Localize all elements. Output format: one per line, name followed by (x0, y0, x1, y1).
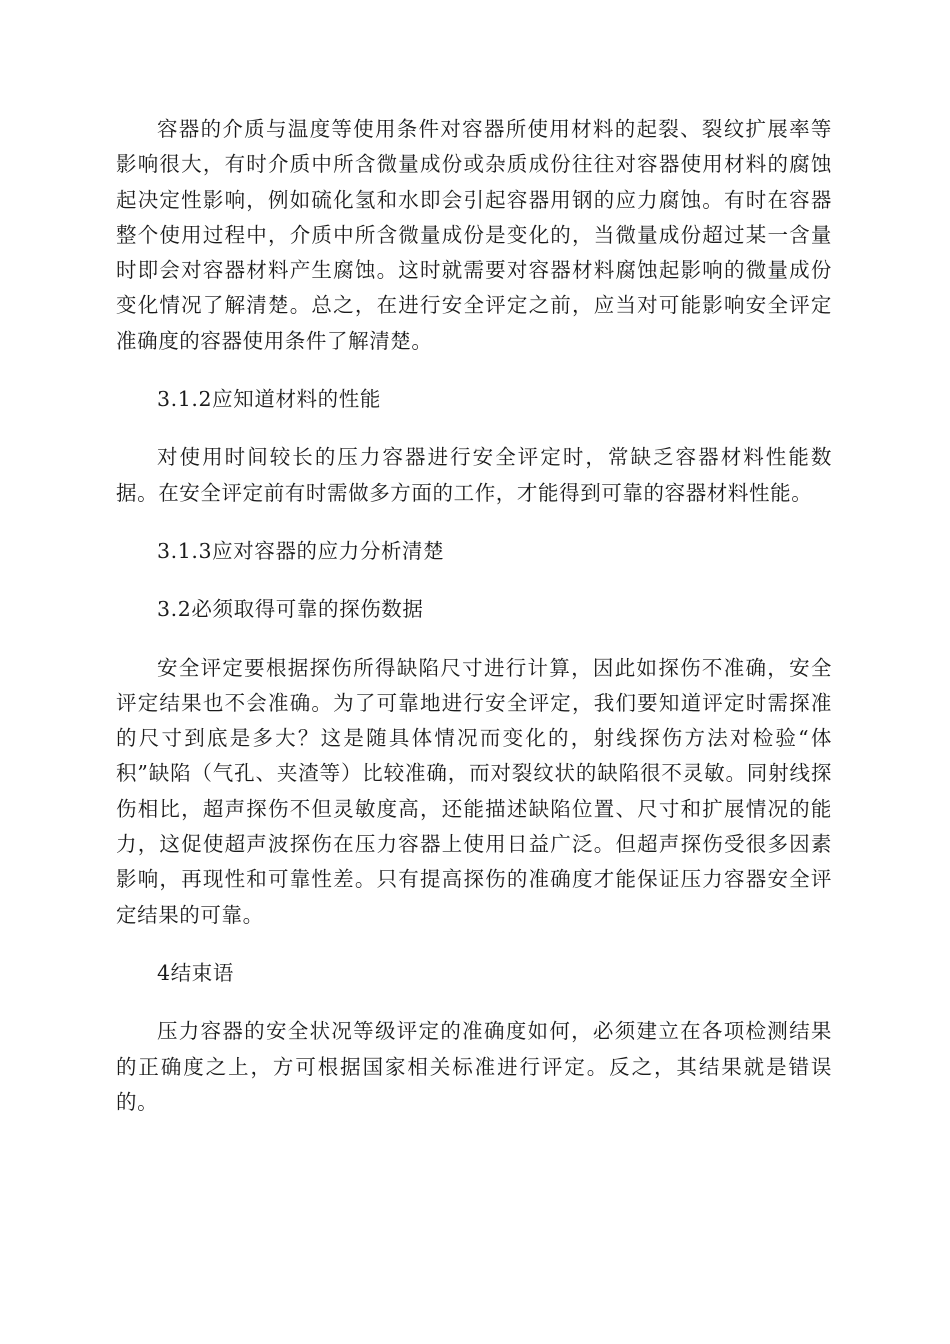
spacer (116, 933, 832, 956)
section-heading-3-1-2: 3.1.2应知道材料的性能 (157, 387, 381, 412)
document-page (116, 112, 832, 1120)
spacer (116, 511, 832, 534)
section-heading-3-2: 3.2必须取得可靠的探伤数据 (157, 597, 424, 622)
paragraph-conclusion: 压力容器的安全状况等级评定的准确度如何，必须建立在各项检测结果的正确度之上，方可根据国家相关标准进行评定。反之，其结果就是错误的。 (116, 1019, 832, 1114)
spacer (116, 628, 832, 651)
spacer (116, 569, 832, 592)
paragraph-medium-conditions: 容器的介质与温度等使用条件对容器所使用材料的起裂、裂纹扩展率等影响很大，有时介质中所含微量成份或杂质成份往往对容器使用材料的腐蚀起决定性影响，例如硫化氢和水即会引起容器用钢的应力腐蚀。有时在容器整个使用过程中，介质中所含微量成份是变化的，当微量成份超过某一含量时即会对容器材料产生腐蚀。这时就需要对容器材料腐蚀起影响的微量成份变化情况了解清楚。总之，在进行安全评定之前，应当对可能影响安全评定准确度的容器使用条件了解清楚。 (116, 117, 832, 353)
paragraph-flaw-detection: 安全评定要根据探伤所得缺陷尺寸进行计算，因此如探伤不准确，安全评定结果也不会准确。为了可靠地进行安全评定，我们要知道评定时需探准的尺寸到底是多大？这是随具体情况而变化的，射线探伤方法对检验“体积”缺陷（气孔、夹渣等）比较准确，而对裂纹状的缺陷很不灵敏。同射线探伤相比，超声探伤不但灵敏度高，还能描述缺陷位置、尺寸和扩展情况的能力，这促使超声波探伤在压力容器上使用日益广泛。但超声探伤受很多因素影响，再现性和可靠性差。只有提高探伤的准确度才能保证压力容器安全评定结果的可靠。 (116, 655, 832, 927)
section-heading-3-1-3: 3.1.3应对容器的应力分析清楚 (157, 538, 445, 563)
spacer (116, 417, 832, 440)
spacer (116, 991, 832, 1014)
paragraph-material-performance: 对使用时间较长的压力容器进行安全评定时，常缺乏容器材料性能数据。在安全评定前有时需做多方面的工作，才能得到可靠的容器材料性能。 (116, 445, 832, 505)
section-heading-4-conclusion: 4结束语 (157, 960, 234, 985)
spacer (116, 359, 832, 382)
